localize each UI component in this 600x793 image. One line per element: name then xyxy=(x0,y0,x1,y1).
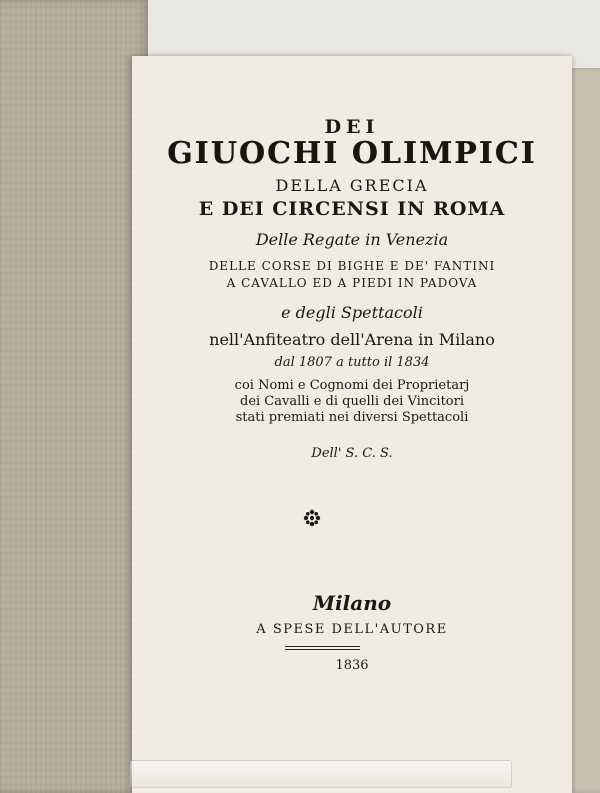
subtitle-spettacoli: e degli Spettacoli xyxy=(281,303,423,322)
acrylic-book-stand xyxy=(130,760,512,788)
title-page xyxy=(132,56,572,793)
description-line-2: dei Cavalli e di quelli dei Vincitori xyxy=(240,394,464,409)
description-line-1: coi Nomi e Cognomi dei Proprietarj xyxy=(234,378,470,393)
date-range: dal 1807 a tutto il 1834 xyxy=(274,355,430,370)
flower-ornament-icon xyxy=(302,508,322,528)
book-cover-board xyxy=(0,0,148,793)
subtitle-regate: Delle Regate in Venezia xyxy=(255,230,449,249)
description-line-3: stati premiati nei diversi Spettacoli xyxy=(235,410,469,425)
double-rule-top xyxy=(285,646,360,647)
title-giuochi-olimpici: GIUOCHI OLIMPICI xyxy=(167,136,537,171)
double-rule-bottom xyxy=(285,649,360,650)
imprint-year: 1836 xyxy=(335,658,369,673)
imprint-publisher: A SPESE DELL'AUTORE xyxy=(256,622,448,637)
imprint-city: Milano xyxy=(312,591,392,615)
subtitle-circensi: E DEI CIRCENSI IN ROMA xyxy=(198,198,506,220)
author-initials: Dell' S. C. S. xyxy=(311,446,393,461)
subtitle-anfiteatro: nell'Anfiteatro dell'Arena in Milano xyxy=(209,330,495,349)
title-dei: DEI xyxy=(324,116,380,138)
subtitle-cavallo: A CAVALLO ED A PIEDI IN PADOVA xyxy=(226,276,478,290)
subtitle-grecia: DELLA GRECIA xyxy=(275,176,429,195)
subtitle-corse: DELLE CORSE DI BIGHE E DE' FANTINI xyxy=(208,259,496,273)
